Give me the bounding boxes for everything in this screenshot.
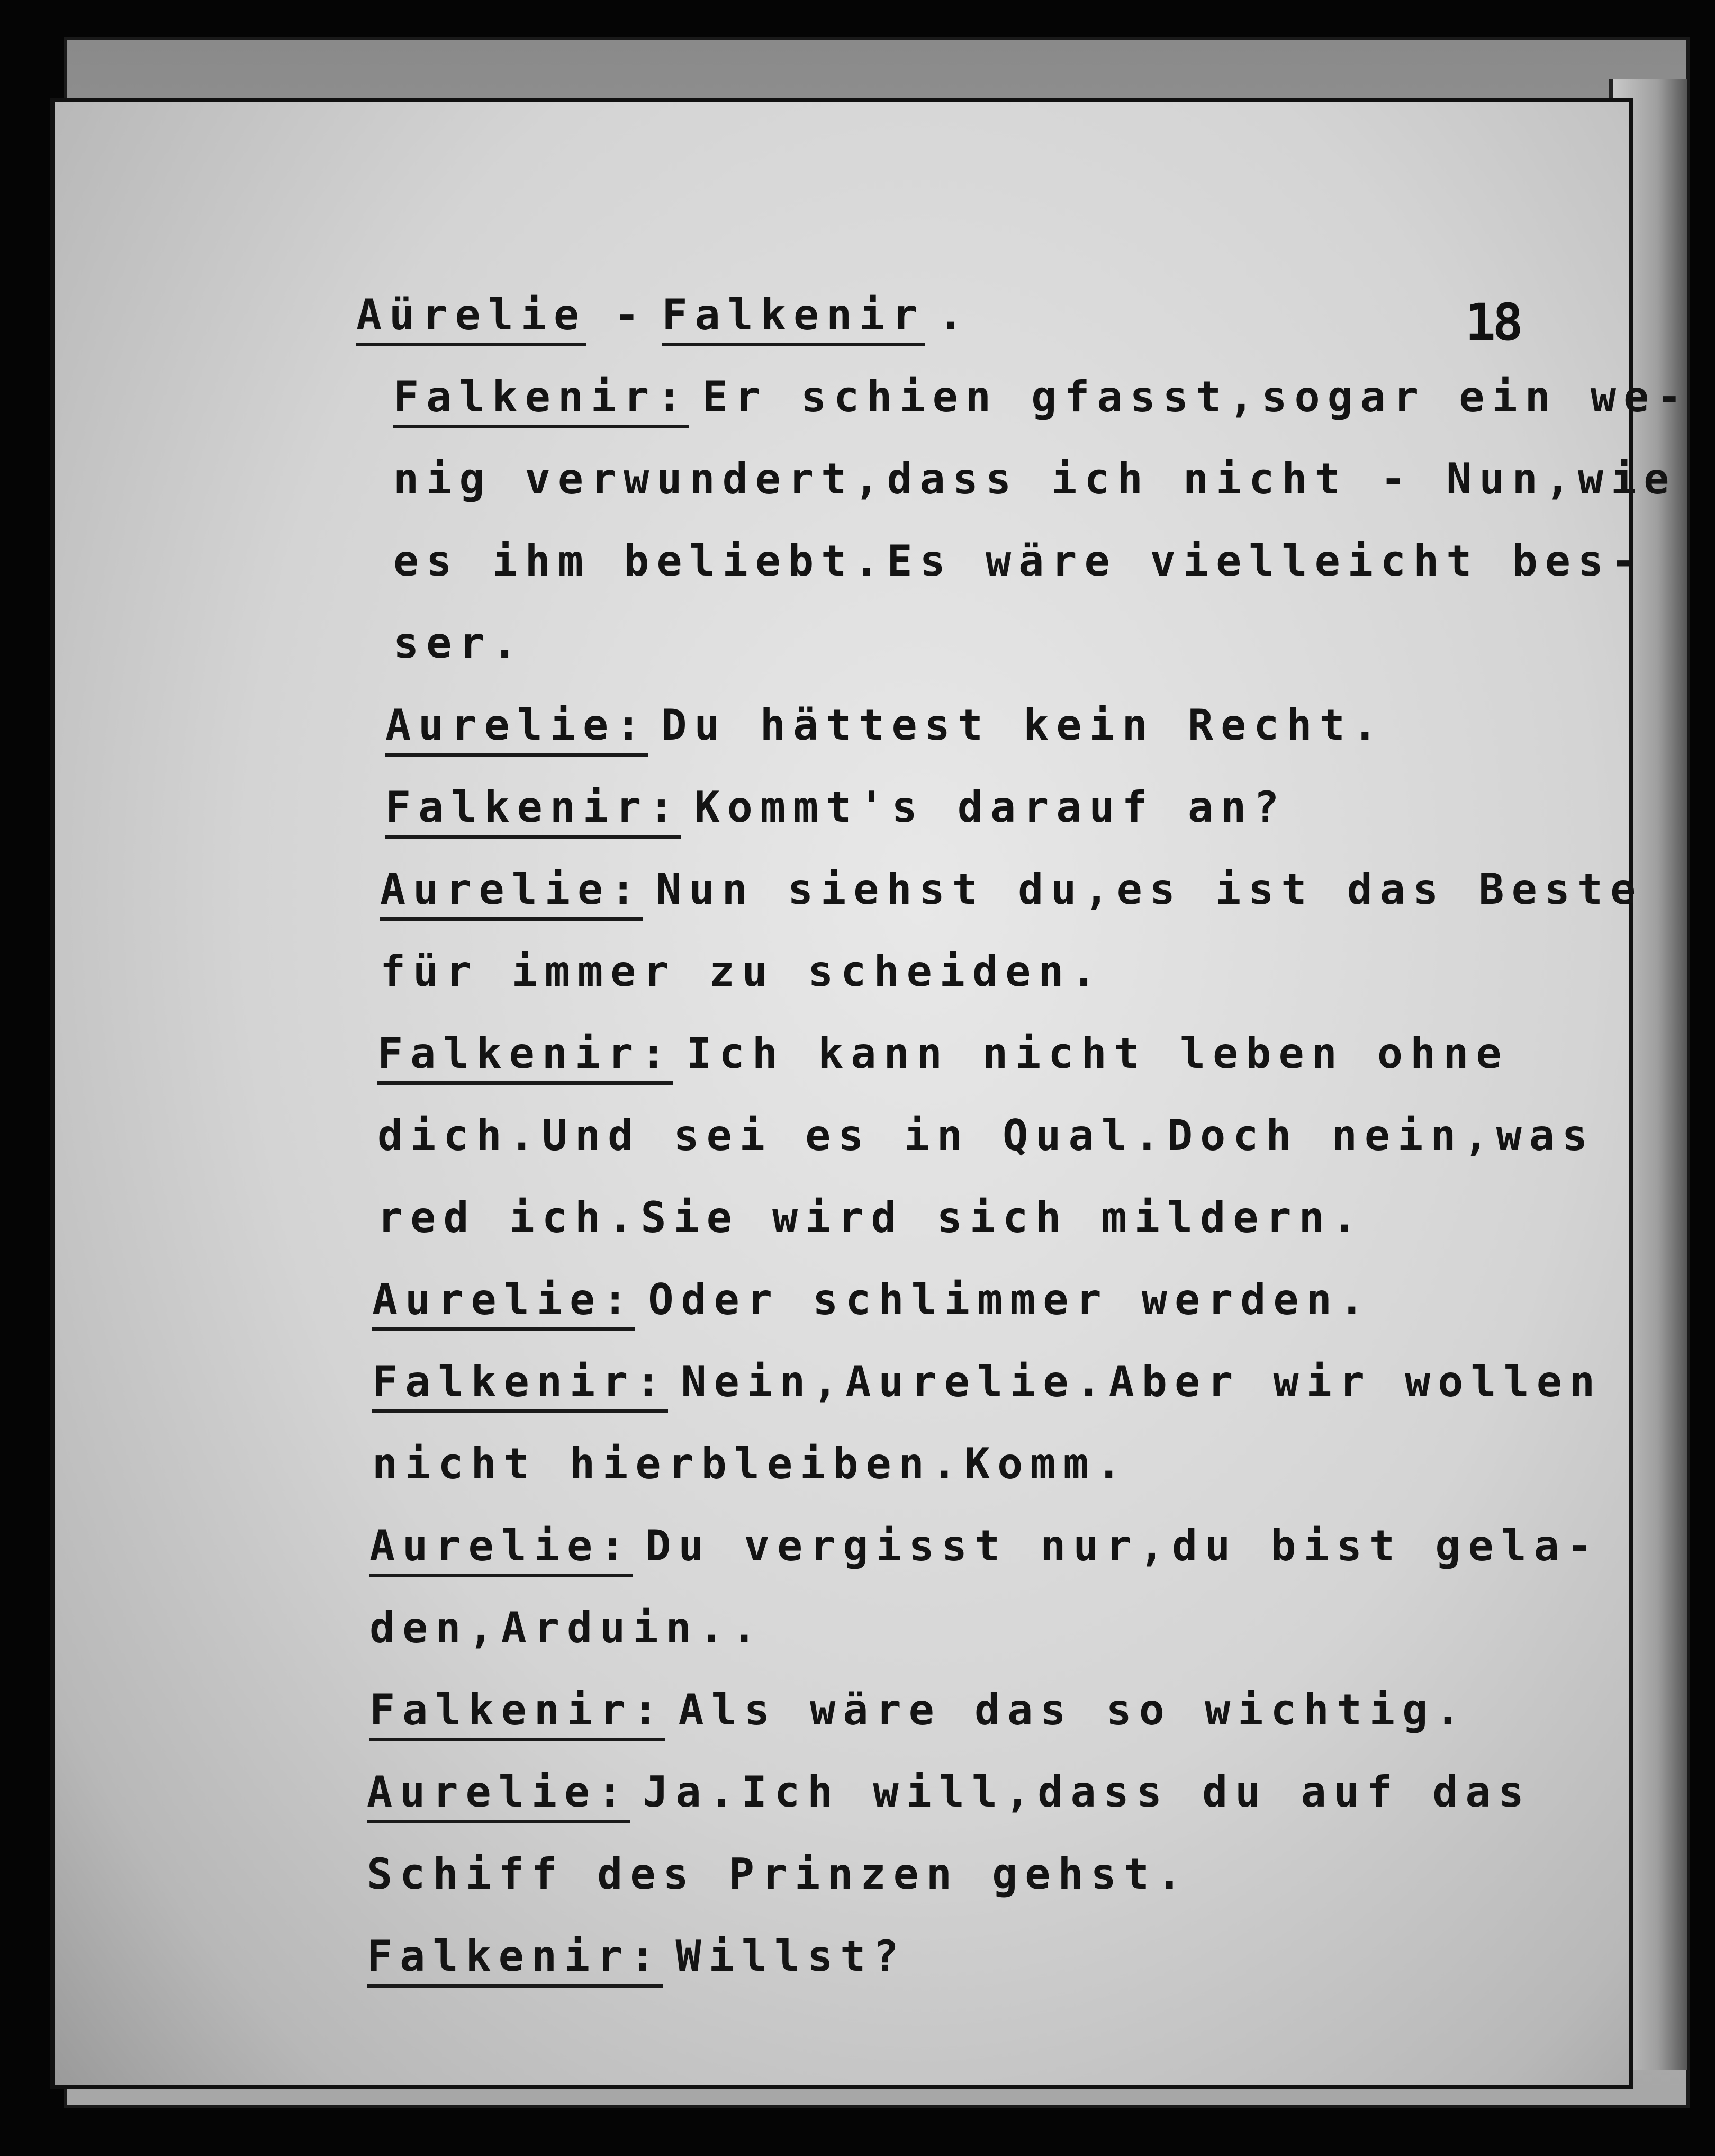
dialogue-line bbox=[380, 865, 1643, 921]
speaker-name: Aurelie: bbox=[380, 865, 643, 921]
line-text: Ja.Ich will,dass du auf das bbox=[643, 1767, 1531, 1817]
dialogue-line bbox=[372, 1439, 1129, 1488]
line-text: Willst? bbox=[675, 1932, 906, 1981]
line-text: ser. bbox=[393, 618, 525, 668]
heading-end: . bbox=[937, 290, 971, 339]
line-text: Oder schlimmer werden. bbox=[648, 1275, 1372, 1324]
speaker-name: Aurelie: bbox=[369, 1521, 633, 1577]
speaker-name: Falkenir: bbox=[393, 372, 689, 428]
line-text: Ich kann nicht leben ohne bbox=[686, 1029, 1509, 1078]
line-text: dich.Und sei es in Qual.Doch nein,was bbox=[377, 1111, 1595, 1160]
line-text: Du hättest kein Recht. bbox=[661, 700, 1385, 750]
dialogue-line bbox=[367, 1849, 1189, 1899]
line-text: red ich.Sie wird sich mildern. bbox=[377, 1193, 1365, 1242]
speaker-name: Falkenir: bbox=[385, 783, 681, 839]
line-text: Als wäre das so wichtig. bbox=[678, 1685, 1468, 1735]
dialogue-line bbox=[393, 536, 1644, 586]
dialogue-line bbox=[372, 1275, 1372, 1331]
line-text: Er schien gfasst,sogar ein we- bbox=[702, 372, 1690, 421]
speaker-name: Falkenir: bbox=[377, 1029, 673, 1085]
speaker-name: Falkenir: bbox=[372, 1357, 668, 1413]
line-text: Nein,Aurelie.Aber wir wollen bbox=[681, 1357, 1603, 1406]
dialogue-line bbox=[377, 1029, 1509, 1085]
dialogue-line bbox=[372, 1357, 1602, 1413]
heading-left: Aürelie bbox=[356, 290, 586, 346]
dialogue-line bbox=[377, 1193, 1365, 1242]
dialogue-line bbox=[369, 1685, 1468, 1741]
speaker-name: Aurelie: bbox=[372, 1275, 635, 1331]
line-text: den,Arduin.. bbox=[369, 1603, 764, 1652]
dialogue-line bbox=[369, 1521, 1600, 1577]
speaker-name: Falkenir: bbox=[369, 1685, 665, 1741]
line-text: Schiff des Prinzen gehst. bbox=[367, 1849, 1190, 1899]
line-text: Nun siehst du,es ist das Beste bbox=[656, 865, 1644, 914]
dialogue-line bbox=[393, 618, 525, 668]
dialogue-line bbox=[393, 372, 1689, 428]
speaker-name: Aurelie: bbox=[367, 1767, 630, 1823]
page-number: 18 bbox=[1465, 293, 1520, 352]
line-text: Kommt's darauf an? bbox=[694, 783, 1287, 832]
speaker-name: Aurelie: bbox=[385, 700, 648, 757]
dialogue-line bbox=[367, 1767, 1531, 1823]
dialogue-line bbox=[385, 700, 1385, 757]
dialogue-line bbox=[377, 1111, 1595, 1160]
dialogue-line bbox=[393, 454, 1676, 504]
line-text: nicht hierbleiben.Komm. bbox=[372, 1439, 1129, 1488]
dialogue-line bbox=[385, 783, 1286, 839]
heading-right: Falkenir bbox=[662, 290, 925, 346]
line-text: nig verwundert,dass ich nicht - Nun,wie bbox=[393, 454, 1677, 504]
line-text: es ihm beliebt.Es wäre vielleicht bes- bbox=[393, 536, 1644, 586]
scene-heading bbox=[356, 290, 971, 346]
line-text: für immer zu scheiden. bbox=[380, 947, 1104, 996]
dialogue-line bbox=[367, 1932, 906, 1988]
dialogue-line bbox=[380, 947, 1104, 996]
typewritten-page bbox=[50, 98, 1690, 2089]
dialogue-line bbox=[369, 1603, 764, 1652]
heading-separator: - bbox=[614, 290, 647, 339]
line-text: Du vergisst nur,du bist gela- bbox=[645, 1521, 1600, 1570]
speaker-name: Falkenir: bbox=[367, 1932, 663, 1988]
